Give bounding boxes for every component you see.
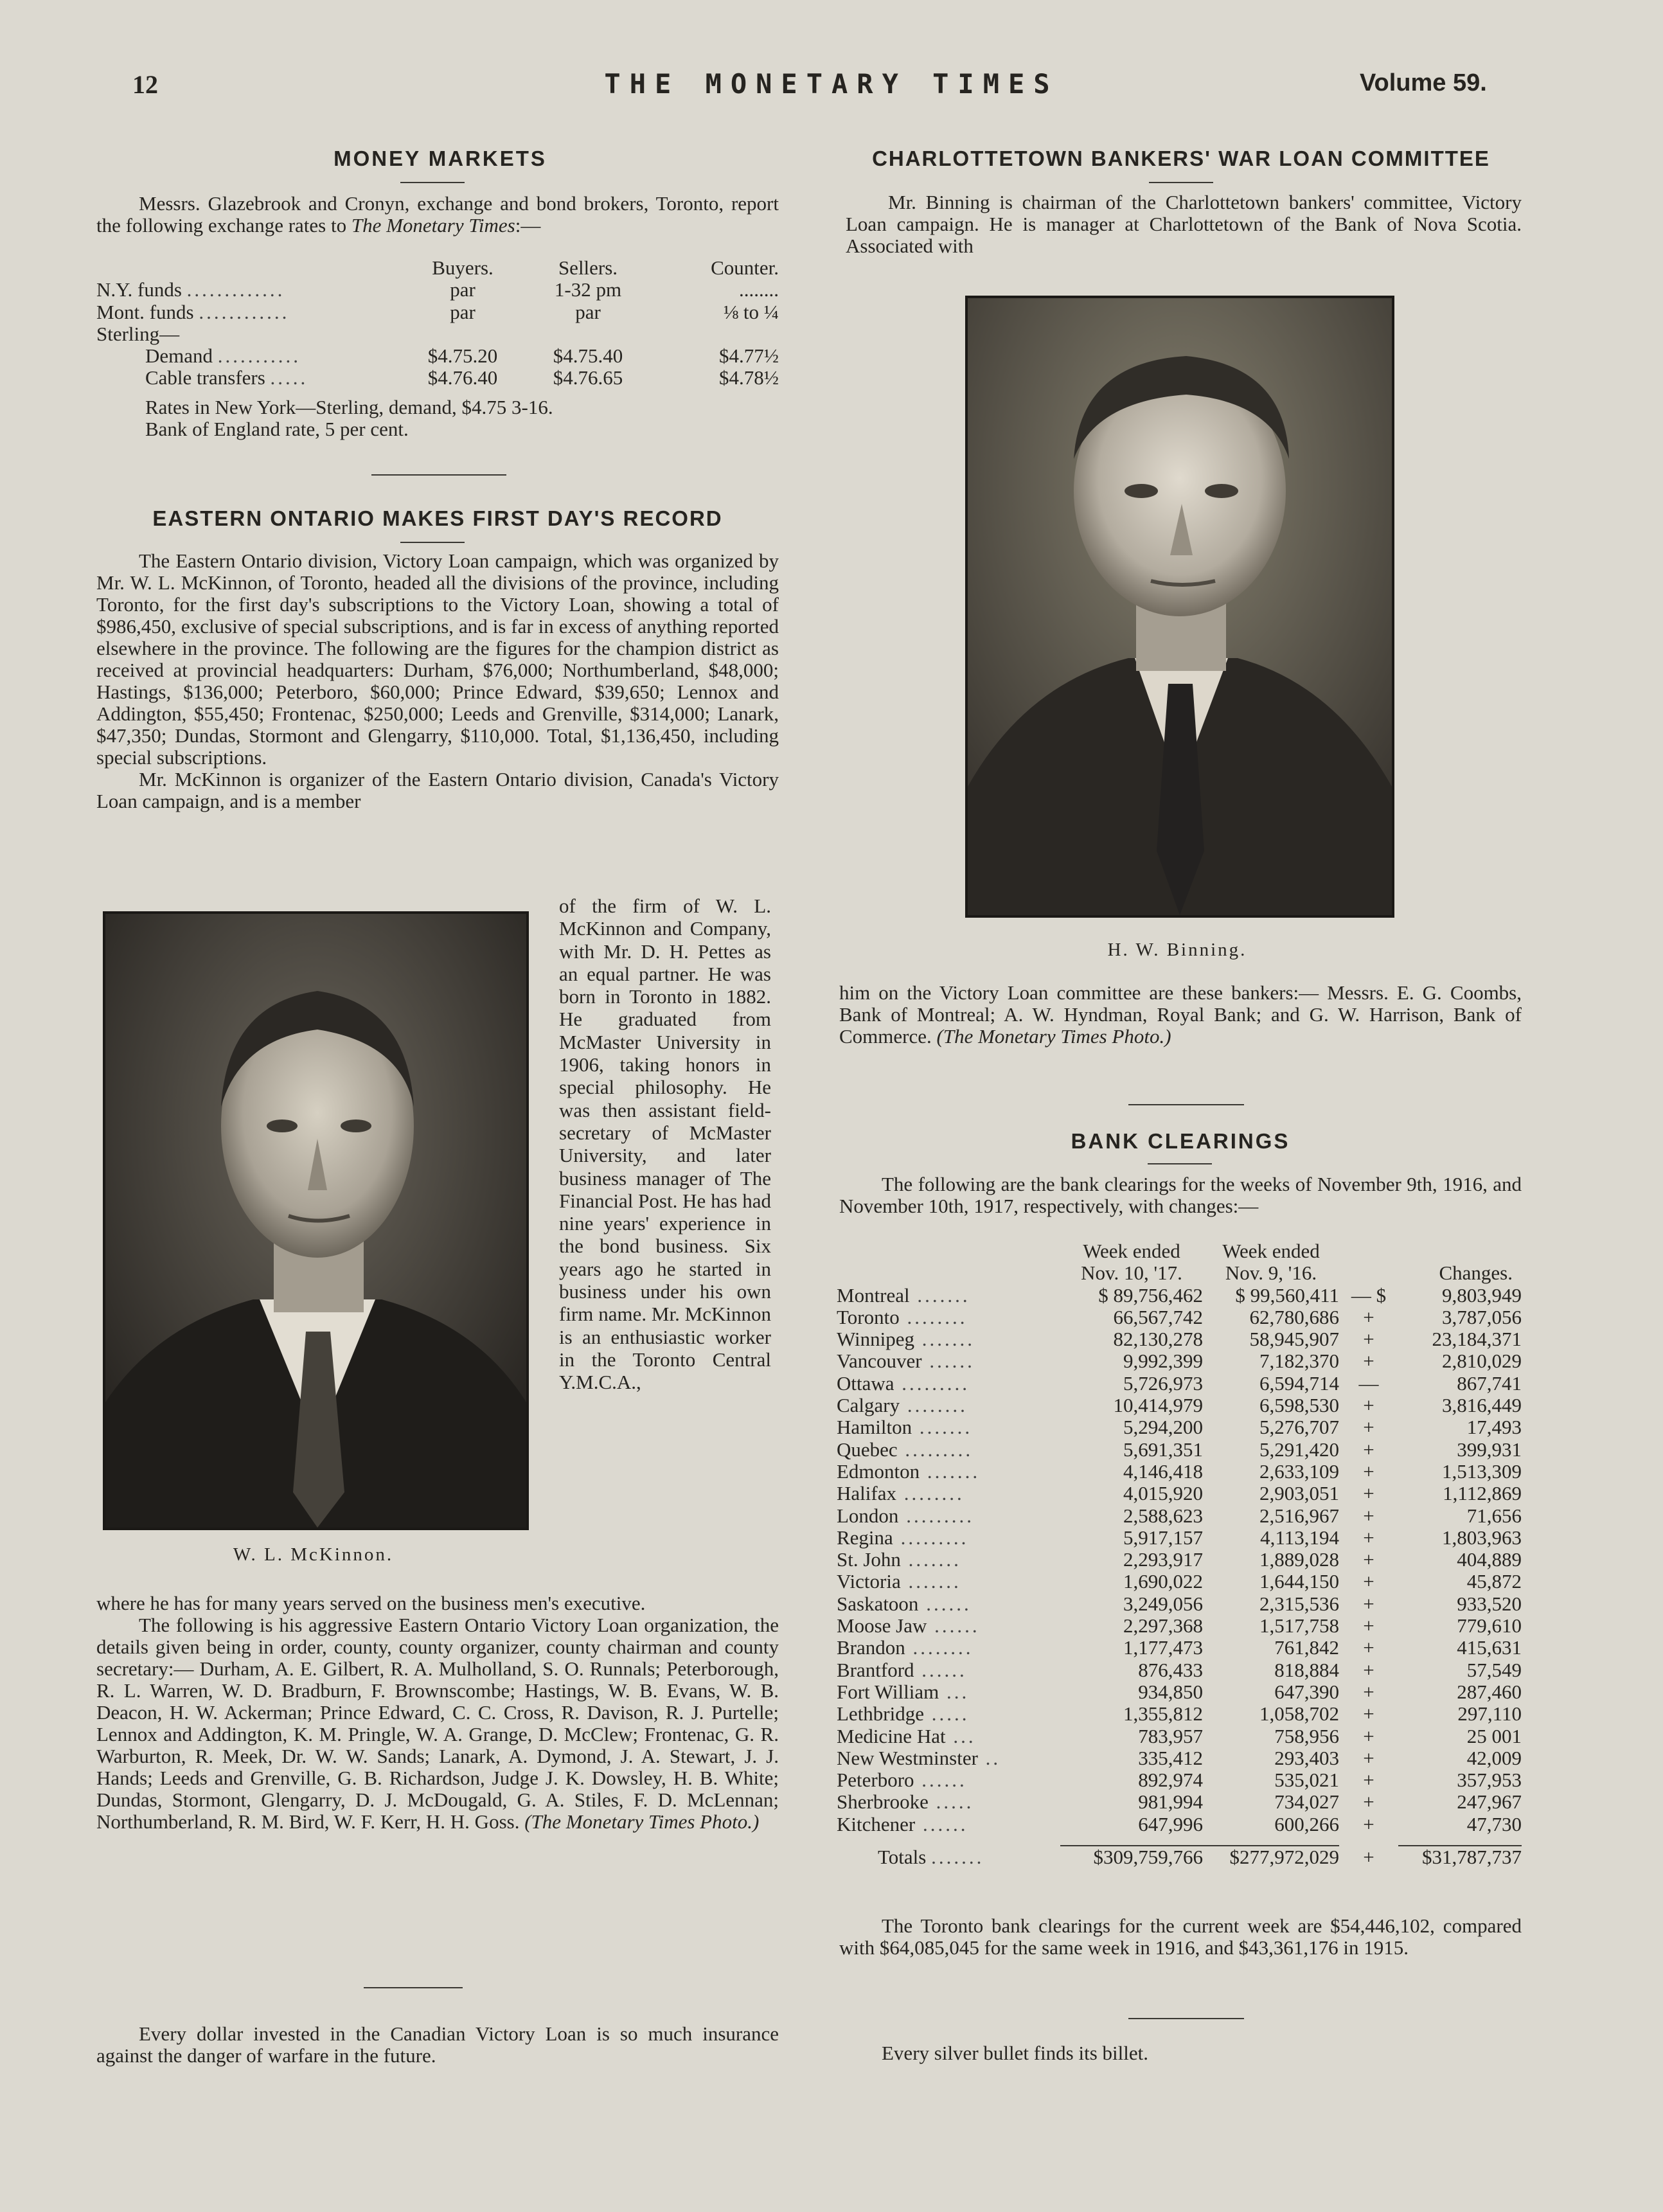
col-week-1917: Nov. 10, '17. (1081, 1262, 1182, 1285)
change-cell: 17,493 (1466, 1416, 1522, 1439)
week-1916-cell: 1,889,028 (1259, 1548, 1339, 1571)
city-cell: Hamilton ....... (837, 1416, 973, 1439)
city-cell: Peterboro ...... (837, 1769, 967, 1792)
table-row (837, 1571, 1522, 1592)
table-row: Mont. funds ............ par par ⅛ to ¼ (96, 300, 779, 323)
week-1917-cell: 783,957 (1138, 1724, 1203, 1747)
week-1917-cell: 82,130,278 (1113, 1328, 1203, 1351)
sign-cell: + (1363, 1504, 1374, 1527)
sign-cell: + (1363, 1592, 1374, 1615)
week-1917-cell: 1,690,022 (1123, 1570, 1203, 1593)
sign-cell: + (1363, 1680, 1374, 1703)
sign-cell: + (1363, 1812, 1374, 1835)
week-1917-cell: 5,294,200 (1123, 1416, 1203, 1439)
money-markets-heading: MONEY MARKETS (333, 147, 547, 170)
week-1916-cell: 734,027 (1274, 1790, 1339, 1814)
sign-cell: + (1363, 1459, 1374, 1483)
week-1917-cell: 4,015,920 (1123, 1482, 1203, 1505)
city-name: Vancouver (837, 1350, 922, 1373)
eastern-ontario-heading: EASTERN ONTARIO MAKES FIRST DAY'S RECORD (152, 506, 723, 530)
table-row: Sterling— (96, 322, 180, 345)
sign-cell: + (1363, 1746, 1374, 1769)
change-cell: 399,931 (1457, 1438, 1522, 1461)
table-row (837, 1373, 1522, 1395)
table-row (837, 1350, 1522, 1372)
section-rule (364, 1987, 463, 1988)
volume-label: Volume 59. (1360, 69, 1487, 96)
table-row (837, 1416, 1522, 1438)
clearings-body (837, 1285, 1522, 1835)
city-name: Sherbrooke (837, 1790, 929, 1814)
week-1917-cell: 4,146,418 (1123, 1459, 1203, 1483)
section-rule (1128, 2018, 1244, 2019)
week-1917-cell: 892,974 (1138, 1769, 1203, 1792)
week-1917-cell: 981,994 (1138, 1790, 1203, 1814)
table-row (837, 1307, 1522, 1328)
week-1916-cell: 7,182,370 (1259, 1350, 1339, 1373)
week-1917-cell: 647,996 (1138, 1812, 1203, 1835)
col-week-1916-top: Week ended (1222, 1240, 1320, 1262)
week-1916-cell: 6,594,714 (1259, 1371, 1339, 1395)
sign-cell: + (1363, 1702, 1374, 1726)
city-name: New Westminster (837, 1746, 978, 1769)
week-1917-cell: 2,588,623 (1123, 1504, 1203, 1527)
table-row (837, 1285, 1522, 1307)
city-cell: Sherbrooke ..... (837, 1790, 974, 1814)
clearings-header-row (837, 1262, 1522, 1284)
week-1916-cell: 58,945,907 (1249, 1328, 1339, 1351)
eastern-ontario-side-text: of the firm of W. L. McKinnon and Company, with Mr. D. H. Pettes as an equal partner. He was born in Toronto in 1882. He graduated from McMaster University in 1906, taking honors in special philosophy. He was then assistant field-secretary of McMaster University, and later business manager of The Financial Post. He has had nine years' experience in the bond business. Six years ago he started in business under his own firm name. Mr. McKinnon is an enthusiastic worker in the Toronto Central Y.M.C.A., (559, 895, 771, 1394)
city-cell: St. John ....... (837, 1548, 961, 1571)
city-name: Victoria (837, 1570, 901, 1593)
bank-clearings-heading: BANK CLEARINGS (1071, 1129, 1290, 1153)
table-row (837, 1747, 1522, 1769)
eastern-ontario-p1: The Eastern Ontario division, Victory Loan campaign, which was organized by Mr. W. L. McKinnon, of Toronto, headed all the divisions of the province, including Toronto, for the first day's subscriptions to the Victory Loan, showing a total of $986,450, exclusive of special subscriptions, and is far in excess of anything reported elsewhere in the province. The following are the figures for the champion district as received at provincial headquarters: Durham, $76,000; Northumberland, $48,000; Hastings, $136,000; Peterboro, $60,000; Prince Edward, $39,650; Lennox and Addington, $55,450; Frontenac, $250,000; Leeds and Grenville, $314,000; Lanark, $47,350; Dundas, Stormont and Glengarry, $110,000. Total, $1,136,450, including special subscriptions. Mr. McKinnon is organizer of the Eastern Ontario division, Canada's Victory Loan campaign, and is a member (96, 549, 779, 812)
city-name: Fort William (837, 1680, 939, 1703)
clearings-header-row (837, 1240, 1522, 1262)
week-1917-cell: 2,297,368 (1123, 1614, 1203, 1637)
city-name: Brantford (837, 1658, 914, 1681)
city-name: Ottawa (837, 1371, 894, 1395)
charlottetown-p2: him on the Victory Loan committee are these bankers:— Messrs. E. G. Coombs, Bank of Montreal; A. W. Hyndman, Royal Bank; and G. W. Harrison, Bank of Commerce. (The Monetary Times Photo.) (839, 981, 1522, 1048)
sign-cell: + (1363, 1614, 1374, 1637)
city-cell: Kitchener ...... (837, 1812, 968, 1835)
section-rule (371, 474, 506, 476)
sign-cell: + (1363, 1416, 1374, 1439)
sign-cell: — (1358, 1371, 1379, 1395)
change-cell: 57,549 (1466, 1658, 1522, 1681)
week-1917-cell: 5,917,157 (1123, 1526, 1203, 1549)
heading-rule (400, 542, 465, 543)
change-cell: 1,803,963 (1442, 1526, 1522, 1549)
sign-cell: — $ (1351, 1283, 1387, 1307)
city-cell: New Westminster .. (837, 1746, 1001, 1769)
week-1917-cell: $ 89,756,462 (1098, 1283, 1203, 1307)
change-cell: 287,460 (1457, 1680, 1522, 1703)
city-name: Lethbridge (837, 1702, 925, 1726)
change-cell: 3,816,449 (1442, 1394, 1522, 1417)
sign-cell: + (1363, 1305, 1374, 1328)
table-row (837, 1461, 1522, 1483)
mckinnon-caption: W. L. McKinnon. (233, 1544, 394, 1565)
change-cell: 867,741 (1457, 1371, 1522, 1395)
week-1917-cell: 876,433 (1138, 1658, 1203, 1681)
city-cell: Edmonton ....... (837, 1459, 981, 1483)
change-cell: 1,112,869 (1443, 1482, 1522, 1505)
city-cell: Calgary ........ (837, 1394, 968, 1417)
table-row (837, 1593, 1522, 1615)
week-1917-cell: 5,726,973 (1123, 1371, 1203, 1395)
city-cell: Vancouver ...... (837, 1350, 975, 1373)
week-1916-cell: 647,390 (1274, 1680, 1339, 1703)
week-1916-cell: 1,517,758 (1259, 1614, 1339, 1637)
col-buyers: Buyers. (432, 256, 494, 279)
week-1916-cell: 1,644,150 (1259, 1570, 1339, 1593)
bank-clearings-intro: The following are the bank clearings for the weeks of November 9th, 1916, and November 10th, 1917, respectively, with changes:— (839, 1173, 1522, 1217)
eastern-ontario-p2-end: where he has for many years served on the business men's executive. The following is his aggressive Eastern Ontario Victory Loan organization, the details given being in order, county, county organizer, county chairman and county secretary:— Durham, A. E. Gilbert, R. A. Mulholland, S. O. Runnals; Peterborough, R. L. Warren, W. D. Bradburn, F. Brownscombe; Hastings, W. B. Evans, W. B. Deacon, H. W. Ackerman; Prince Edward, C. C. Cross, R. Davison, R. J. Purtelle; Lennox and Addington, K. M. Pringle, W. A. Grange, D. McClew; Frontenac, G. R. Warburton, R. Meek, Dr. W. W. Sands; Lanark, A. Dymond, J. A. Stewart, J. J. Hands; Leeds and Grenville, G. B. Richardson, Judge J. K. Dowsley, H. B. White; Dundas, Stormont, Glengarry, D. J. McDougald, G. A. Stiles, F. D. McLennan; Northumberland, R. M. Bird, W. F. Kerr, H. H. Goss. (The Monetary Times Photo.) (96, 1592, 779, 1833)
totals-row: Totals ....... $309,759,766 $277,972,029 + $31,787,737 (878, 1845, 1522, 1869)
sign-cell: + (1363, 1526, 1374, 1549)
week-1916-cell: 293,403 (1274, 1746, 1339, 1769)
city-cell: Fort William ... (837, 1680, 970, 1703)
week-1917-cell: 934,850 (1138, 1680, 1203, 1703)
city-name: Peterboro (837, 1769, 914, 1792)
table-row (837, 1726, 1522, 1747)
charlottetown-p1: Mr. Binning is chairman of the Charlottetown bankers' committee, Victory Loan campaign. He is manager at Charlottetown of the Bank of Nova Scotia. Associated with (846, 191, 1522, 257)
city-name: Halifax (837, 1482, 896, 1505)
city-cell: Regina ......... (837, 1526, 969, 1549)
week-1916-cell: 758,956 (1274, 1724, 1339, 1747)
sign-cell: + (1363, 1724, 1374, 1747)
city-cell: Victoria ....... (837, 1570, 961, 1593)
week-1916-cell: 4,113,194 (1260, 1526, 1339, 1549)
mckinnon-portrait (103, 911, 529, 1530)
city-cell: Moose Jaw ...... (837, 1614, 980, 1637)
heading-rule (1149, 182, 1213, 183)
sign-cell: + (1363, 1790, 1374, 1814)
change-cell: 9,803,949 (1442, 1283, 1522, 1307)
sign-cell: + (1363, 1482, 1374, 1505)
week-1917-cell: 9,992,399 (1123, 1350, 1203, 1373)
week-1916-cell: 600,266 (1274, 1812, 1339, 1835)
page-number: 12 (132, 70, 158, 99)
sign-cell: + (1363, 1394, 1374, 1417)
table-row (837, 1814, 1522, 1835)
table-row (837, 1527, 1522, 1549)
change-cell: 71,656 (1466, 1504, 1522, 1527)
city-cell: Brantford ...... (837, 1658, 967, 1681)
week-1916-cell: 1,058,702 (1259, 1702, 1339, 1726)
filler-left: Every dollar invested in the Canadian Victory Loan is so much insurance against the danger of warfare in the future. (96, 2022, 779, 2067)
table-row (837, 1549, 1522, 1571)
week-1917-cell: 66,567,742 (1113, 1305, 1203, 1328)
table-row: N.Y. funds ............. par 1-32 pm ........ (96, 278, 779, 301)
change-cell: 23,184,371 (1432, 1328, 1522, 1351)
sign-cell: + (1363, 1350, 1374, 1373)
table-row (837, 1615, 1522, 1637)
sign-cell: + (1363, 1658, 1374, 1681)
bank-clearings-table (837, 1240, 1522, 1868)
city-name: St. John (837, 1548, 901, 1571)
week-1917-cell: 2,293,917 (1123, 1548, 1203, 1571)
charlottetown-heading: CHARLOTTETOWN BANKERS' WAR LOAN COMMITTEE (872, 147, 1490, 170)
table-row: Demand ........... $4.75.20 $4.75.40 $4.77½ (145, 344, 779, 368)
week-1916-cell: 5,291,420 (1259, 1438, 1339, 1461)
money-markets-intro: Messrs. Glazebrook and Cronyn, exchange and bond brokers, Toronto, report the following exchange rates to The Monetary Times:— (96, 192, 779, 236)
city-cell: Winnipeg ....... (837, 1328, 975, 1351)
change-cell: 1,513,309 (1442, 1459, 1522, 1483)
binning-caption: H. W. Binning. (1107, 940, 1247, 960)
week-1917-cell: 10,414,979 (1113, 1394, 1203, 1417)
portrait-illustration (968, 298, 1392, 915)
city-name: Quebec (837, 1438, 898, 1461)
week-1916-cell: 2,516,967 (1259, 1504, 1339, 1527)
table-row (837, 1769, 1522, 1791)
city-cell: Ottawa ......... (837, 1371, 970, 1395)
col-counter: Counter. (711, 256, 779, 279)
table-row (837, 1328, 1522, 1350)
change-cell: 779,610 (1457, 1614, 1522, 1637)
binning-portrait (965, 296, 1394, 918)
sign-cell: + (1363, 1328, 1374, 1351)
masthead-title: THE MONETARY TIMES (604, 68, 1059, 100)
week-1916-cell: 818,884 (1274, 1658, 1339, 1681)
city-name: Regina (837, 1526, 893, 1549)
change-cell: 297,110 (1457, 1702, 1522, 1726)
heading-rule (1148, 1163, 1212, 1164)
heading-rule (400, 182, 465, 183)
col-week-1917-top: Week ended (1083, 1240, 1180, 1262)
change-cell: 404,889 (1457, 1548, 1522, 1571)
week-1916-cell: 6,598,530 (1259, 1394, 1339, 1417)
week-1917-cell: 5,691,351 (1123, 1438, 1203, 1461)
week-1916-cell: 761,842 (1274, 1636, 1339, 1659)
rates-new-york: Rates in New York—Sterling, demand, $4.75 3-16. Bank of England rate, 5 per cent. (145, 396, 553, 440)
change-cell: 3,787,056 (1442, 1305, 1522, 1328)
week-1916-cell: 2,315,536 (1259, 1592, 1339, 1615)
table-row (837, 1703, 1522, 1725)
toronto-clearings-note: The Toronto bank clearings for the current week are $54,446,102, compared with $64,085,045 for the same week in 1916, and $43,361,176 in 1915. (839, 1914, 1522, 1959)
col-changes: Changes. (1439, 1262, 1513, 1285)
week-1916-cell: 62,780,686 (1249, 1305, 1339, 1328)
exchange-rates-table (96, 257, 779, 389)
week-1917-cell: 3,249,056 (1123, 1592, 1203, 1615)
week-1916-cell: 2,633,109 (1259, 1459, 1339, 1483)
city-cell: Quebec ......... (837, 1438, 974, 1461)
city-cell: Halifax ........ (837, 1482, 965, 1505)
city-name: Edmonton (837, 1459, 920, 1483)
week-1916-cell: 535,021 (1274, 1769, 1339, 1792)
sign-cell: + (1363, 1636, 1374, 1659)
city-name: Kitchener (837, 1812, 916, 1835)
city-name: Montreal (837, 1283, 910, 1307)
city-name: Moose Jaw (837, 1614, 927, 1637)
change-cell: 933,520 (1457, 1592, 1522, 1615)
table-row: Cable transfers ..... $4.76.40 $4.76.65 $4.78½ (145, 366, 779, 389)
week-1916-cell: 2,903,051 (1259, 1482, 1339, 1505)
table-row (837, 1637, 1522, 1659)
sign-cell: + (1363, 1769, 1374, 1792)
city-name: London (837, 1504, 899, 1527)
city-cell: Brandon ........ (837, 1636, 974, 1659)
change-cell: 357,953 (1457, 1769, 1522, 1792)
table-row (837, 1395, 1522, 1416)
city-name: Winnipeg (837, 1328, 915, 1351)
table-row (837, 1681, 1522, 1703)
city-name: Saskatoon (837, 1592, 919, 1615)
city-name: Medicine Hat (837, 1724, 946, 1747)
table-row (837, 1505, 1522, 1527)
change-cell: 42,009 (1466, 1746, 1522, 1769)
week-1917-cell: 1,177,473 (1123, 1636, 1203, 1659)
week-1917-cell: 335,412 (1138, 1746, 1203, 1769)
change-cell: 247,967 (1457, 1790, 1522, 1814)
city-cell: Montreal ....... (837, 1283, 970, 1307)
col-sellers: Sellers. (558, 256, 618, 279)
sign-cell: + (1363, 1548, 1374, 1571)
table-row (837, 1791, 1522, 1813)
change-cell: 45,872 (1466, 1570, 1522, 1593)
portrait-illustration (105, 914, 526, 1528)
city-name: Hamilton (837, 1416, 912, 1439)
city-cell: Medicine Hat ... (837, 1724, 976, 1747)
city-cell: Lethbridge ..... (837, 1702, 970, 1726)
city-name: Calgary (837, 1394, 900, 1417)
city-name: Toronto (837, 1305, 900, 1328)
change-cell: 25 001 (1466, 1724, 1522, 1747)
filler-right: Every silver bullet finds its billet. (882, 2042, 1148, 2064)
change-cell: 415,631 (1457, 1636, 1522, 1659)
sign-cell: + (1363, 1438, 1374, 1461)
table-row (837, 1483, 1522, 1504)
city-cell: Saskatoon ...... (837, 1592, 972, 1615)
city-name: Brandon (837, 1636, 905, 1659)
table-row (837, 1659, 1522, 1681)
col-week-1916: Nov. 9, '16. (1225, 1262, 1317, 1285)
section-rule (1128, 1104, 1244, 1105)
sign-cell: + (1363, 1570, 1374, 1593)
change-cell: 47,730 (1466, 1812, 1522, 1835)
city-cell: Toronto ........ (837, 1305, 968, 1328)
week-1916-cell: $ 99,560,411 (1235, 1283, 1339, 1307)
week-1917-cell: 1,355,812 (1123, 1702, 1203, 1726)
week-1916-cell: 5,276,707 (1259, 1416, 1339, 1439)
change-cell: 2,810,029 (1442, 1350, 1522, 1373)
table-row (837, 1439, 1522, 1461)
exchange-header-row (96, 257, 779, 279)
city-cell: London ......... (837, 1504, 974, 1527)
